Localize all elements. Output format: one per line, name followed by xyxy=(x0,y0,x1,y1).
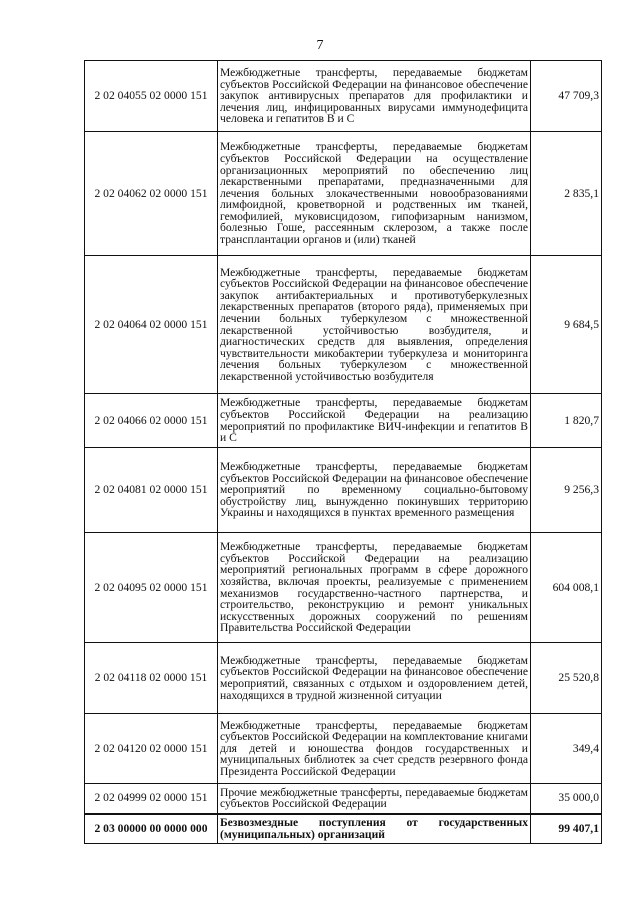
budget-code: 2 03 00000 00 0000 000 xyxy=(85,814,218,844)
table-row xyxy=(85,784,602,814)
table-row xyxy=(85,256,602,394)
budget-code: 2 02 04062 02 0000 151 xyxy=(85,132,218,256)
revenue-description: Прочие межбюджетные трансферты, передаваемые бюджетам субъектов Российской Федерации xyxy=(218,784,531,814)
table-row xyxy=(85,448,602,533)
table-row xyxy=(85,533,602,643)
budget-code: 2 02 04118 02 0000 151 xyxy=(85,643,218,714)
budget-code: 2 02 04999 02 0000 151 xyxy=(85,784,218,814)
amount: 9 256,3 xyxy=(531,448,602,533)
table-row xyxy=(85,643,602,714)
amount: 2 835,1 xyxy=(531,132,602,256)
budget-code: 2 02 04095 02 0000 151 xyxy=(85,533,218,643)
revenue-description: Межбюджетные трансферты, передаваемые бюджетам субъектов Российской Федерации на финансовое обеспечение мероприятий, связанных с отдыхом и оздоровлением детей, находящихся в трудной жизненной ситуации xyxy=(218,643,531,714)
amount: 349,4 xyxy=(531,714,602,784)
table-row xyxy=(85,132,602,256)
budget-code: 2 02 04066 02 0000 151 xyxy=(85,394,218,448)
revenue-description: Межбюджетные трансферты, передаваемые бюджетам субъектов Российской Федерации на осуществление организационных мероприятий по обеспечению лиц лекарственными препаратами, предназначенными для лечения больных злокачественными новообразованиями лимфоидной, кроветворной и родственных им тканей, гемофилией, муковисцидозом, гипофизарным нанизмом, болезнью Гоше, рассеянным склерозом, а также после трансплантации органов и (или) тканей xyxy=(218,132,531,256)
budget-code: 2 02 04064 02 0000 151 xyxy=(85,256,218,394)
amount: 35 000,0 xyxy=(531,784,602,814)
table-row xyxy=(85,714,602,784)
amount: 99 407,1 xyxy=(531,814,602,844)
revenue-description: Межбюджетные трансферты, передаваемые бюджетам субъектов Российской Федерации на реализацию мероприятий по профилактике ВИЧ-инфекции и гепатитов В и С xyxy=(218,394,531,448)
budget-code: 2 02 04081 02 0000 151 xyxy=(85,448,218,533)
revenue-description: Безвозмездные поступления от государственных (муниципальных) организаций xyxy=(218,814,531,844)
table-row xyxy=(85,61,602,132)
budget-code: 2 02 04055 02 0000 151 xyxy=(85,61,218,132)
table-body xyxy=(85,61,602,844)
amount: 47 709,3 xyxy=(531,61,602,132)
amount: 9 684,5 xyxy=(531,256,602,394)
page-number: 7 xyxy=(316,38,324,53)
revenue-description: Межбюджетные трансферты, передаваемые бюджетам субъектов Российской Федерации на финансовое обеспечение закупок антивирусных препаратов для профилактики и лечения лиц, инфицированных вирусами иммунодефицита человека и гепатитов В и С xyxy=(218,61,531,132)
budget-code: 2 02 04120 02 0000 151 xyxy=(85,714,218,784)
amount: 1 820,7 xyxy=(531,394,602,448)
revenue-description: Межбюджетные трансферты, передаваемые бюджетам субъектов Российской Федерации на реализацию мероприятий региональных программ в сфере дорожного хозяйства, включая проекты, реализуемые с применением механизмов государственно-частного партнерства, и строительство, реконструкцию и ремонт уникальных искусственных дорожных сооружений по решениям Правительства Российской Федерации xyxy=(218,533,531,643)
revenue-description: Межбюджетные трансферты, передаваемые бюджетам субъектов Российской Федерации на финансовое обеспечение закупок антибактериальных и противотуберкулезных лекарственных препаратов (второго ряда), применяемых при лечении больных туберкулезом с множественной лекарственной устойчивостью возбудителя, и диагностических средств для выявления, определения чувствительности микобактерии туберкулеза и мониторинга лечения больных туберкулезом с множественной лекарственной устойчивостью возбудителя xyxy=(218,256,531,394)
table-row-total xyxy=(85,814,602,844)
revenue-description: Межбюджетные трансферты, передаваемые бюджетам субъектов Российской Федерации на комплектование книгами для детей и юношества фондов государственных и муниципальных библиотек за счет средств резервного фонда Президента Российской Федерации xyxy=(218,714,531,784)
amount: 25 520,8 xyxy=(531,643,602,714)
table-row xyxy=(85,394,602,448)
revenue-description: Межбюджетные трансферты, передаваемые бюджетам субъектов Российской Федерации на финансовое обеспечение мероприятий по временному социально-бытовому обустройству лиц, вынужденно покинувших территорию Украины и находящихся в пунктах временного размещения xyxy=(218,448,531,533)
revenue-table xyxy=(84,60,602,844)
amount: 604 008,1 xyxy=(531,533,602,643)
